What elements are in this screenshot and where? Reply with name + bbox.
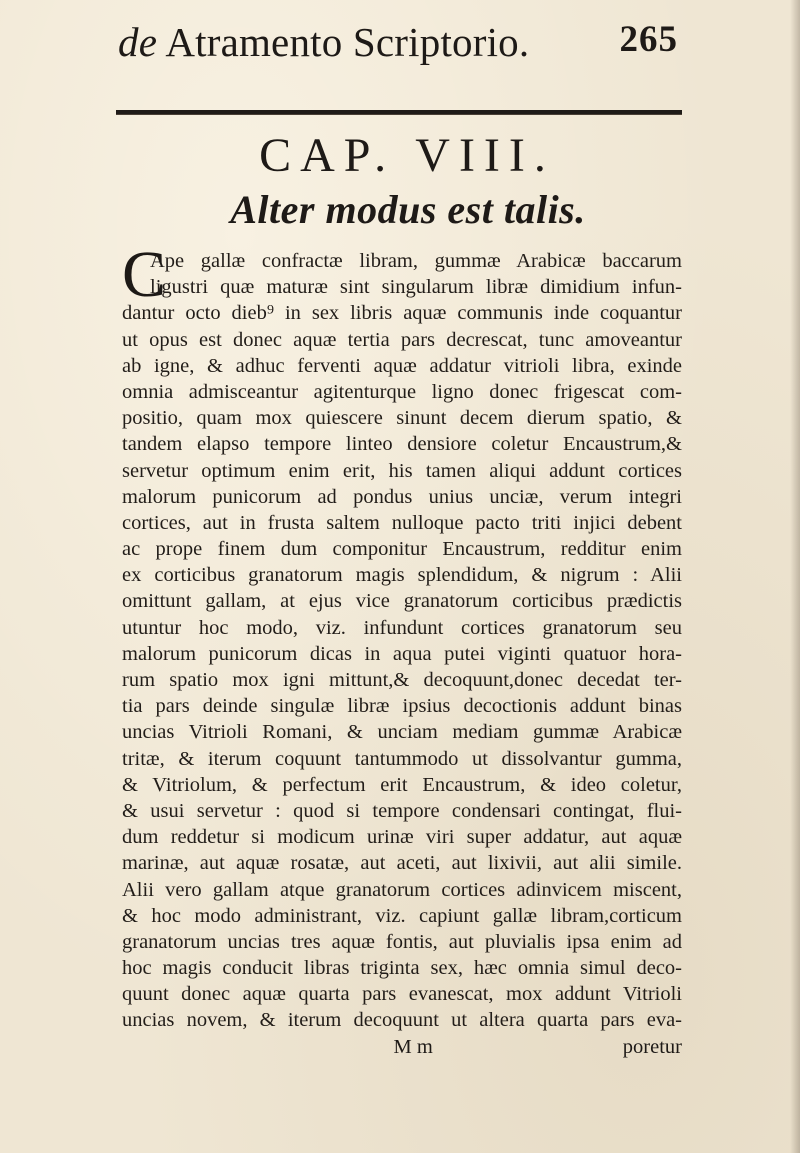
signature-mark: M m (393, 1035, 433, 1058)
text-line: granatorum uncias tres aquæ fontis, aut pluvialis ipsa enim ad (122, 930, 682, 953)
header-rule (116, 110, 682, 115)
running-title (118, 18, 529, 66)
text-line: uncias novem, & iterum decoquunt ut altera quarta pars eva- (122, 1009, 682, 1032)
drop-cap: C (122, 238, 167, 311)
text-line: omittunt gallam, at ejus vice granatorum corticibus prædictis (122, 590, 682, 613)
text-line: Ape gallæ confractæ libram, gummæ Arabicæ baccarum (150, 250, 682, 272)
text-line: rum spatio mox igni mittunt,& decoquunt,donec decedat ter- (122, 669, 682, 691)
page-edge-shadow (790, 0, 800, 1153)
running-head (118, 18, 678, 78)
text-line: servetur optimum enim erit, his tamen aliqui addunt cortices (122, 459, 682, 482)
text-line: utuntur hoc modo, viz. infundunt cortices granatorum seu (122, 616, 682, 639)
text-line: cortices, aut in frusta saltem nulloque pacto triti injici debent (122, 511, 682, 534)
text-line: ligustri quæ maturæ sint singularum libræ dimidium infun- (150, 276, 682, 299)
text-line: positio, quam mox quiescere sinunt decem dierum spatio, & (122, 407, 682, 430)
running-title-prefix: de (118, 19, 158, 65)
text-line: omnia admisceantur agitenturque ligno donec frigescat com- (122, 380, 682, 403)
text-line: hoc magis conducit libras triginta sex, hæc omnia simul deco- (122, 957, 682, 980)
text-line: & usui servetur : quod si tempore condensari contingat, flui- (122, 799, 682, 822)
chapter-subtitle: Alter modus est talis. (230, 187, 586, 232)
chapter-title: CAP. VIII. (259, 129, 555, 182)
text-line: malorum punicorum dicas in aqua putei viginti quatuor hora- (122, 642, 682, 665)
text-line: quunt donec aquæ quarta pars evanescat, mox addunt Vitrioli (122, 983, 682, 1006)
text-line: tandem elapso tempore linteo densiore coletur Encaustrum,& (122, 433, 682, 456)
text-line: & Vitriolum, & perfectum erit Encaustrum, & ideo coletur, (122, 773, 682, 796)
text-line: dum reddetur si modicum urinæ viri super addatur, aut aquæ (122, 826, 682, 849)
page-number: 265 (619, 19, 678, 60)
text-line: malorum punicorum ad pondus unius unciæ, verum integri (122, 485, 682, 508)
page-footer-line (122, 1034, 682, 1060)
text-line: ex corticibus granatorum magis splendidum, & nigrum : Alii (122, 564, 682, 587)
text-line: ab igne, & adhuc ferventi aquæ addatur vitrioli libra, exinde (122, 354, 682, 377)
text-line: ac prope finem dum componitur Encaustrum, redditur enim (122, 538, 682, 561)
body-text (122, 238, 682, 1060)
text-line: Alii vero gallam atque granatorum cortices adinvicem miscent, (122, 878, 682, 901)
running-title-main: Atramento Scriptorio. (165, 19, 530, 65)
text-line: & hoc modo administrant, viz. capiunt gallæ libram,corticum (122, 904, 682, 927)
text-line: marinæ, aut aquæ rosatæ, aut aceti, aut lixivii, aut alii simile. (122, 852, 682, 875)
text-line: ut opus est donec aquæ tertia pars decrescat, tunc amoveantur (122, 328, 682, 351)
text-line: tritæ, & iterum coquunt tantummodo ut dissolvantur gumma, (122, 747, 682, 770)
text-line: uncias Vitrioli Romani, & unciam mediam gummæ Arabicæ (122, 721, 682, 744)
catchword: poretur (622, 1035, 682, 1058)
text-line: tia pars deinde singulæ libræ ipsius decoctionis addunt binas (122, 695, 682, 718)
text-line: dantur octo dieb⁹ in sex libris aquæ communis inde coquantur (122, 302, 682, 325)
